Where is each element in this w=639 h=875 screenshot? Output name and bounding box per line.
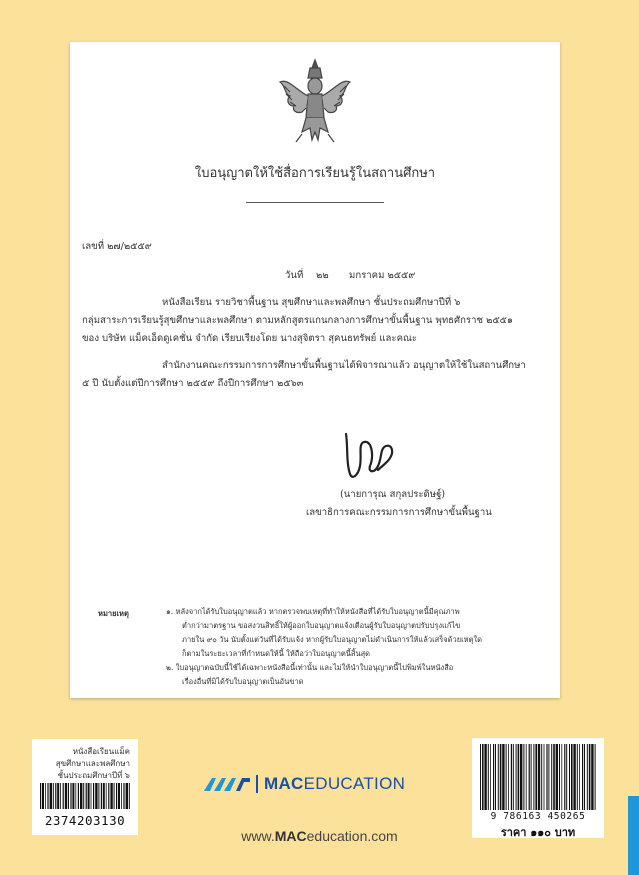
- body-line-2: กลุ่มสาระการเรียนรู้สุขศึกษาและพลศึกษา ตามหลักสูตรแกนกลางการศึกษาขั้นพื้นฐาน พุทธศักราช ๒๕๕๑: [82, 315, 513, 326]
- date-day: ๒๒: [316, 270, 329, 281]
- url-suffix: education.com: [306, 828, 398, 844]
- note-line-6: เรื่องอื่นที่มิได้รับใบอนุญาตเป็นอันขาด: [182, 677, 304, 686]
- sticker-line-1: หนังสือเรียนแม็ค: [72, 747, 130, 756]
- sticker-barcode-icon: [40, 783, 130, 809]
- body-line-1: หนังสือเรียน รายวิชาพื้นฐาน สุขศึกษาและพลศึกษา ชั้นประถมศึกษาปีที่ ๖: [162, 297, 461, 308]
- note-line-4: ก็ตามในระยะเวลาที่กำหนดให้นี้ ให้ถือว่าใบอนุญาตนี้สิ้นสุด: [182, 649, 371, 658]
- body-line-3: ของ บริษัท แม็คเอ็ดดูเคชั่น จำกัด เรียบเรียงโดย นางสุจิตรา สุคนธทรัพย์ และคณะ: [82, 333, 418, 344]
- document-title: ใบอนุญาตให้ใช้สื่อการเรียนรู้ในสถานศึกษา: [194, 166, 436, 181]
- date-label: วันที่: [285, 270, 304, 281]
- approval-line-1: สำนักงานคณะกรรมการการศึกษาขั้นพื้นฐานได้พิจารณาแล้ว อนุญาตให้ใช้ในสถานศึกษา: [162, 360, 526, 371]
- logo-text-bold: MAC: [264, 774, 304, 793]
- barcode-sticker: [32, 739, 138, 835]
- note-line-2: ต่ำกว่ามาตรฐาน ขอสงวนสิทธิ์ให้ผู้ออกใบอนุญาตแจ้งเตือนผู้รับใบอนุญาตปรับปรุงแก้ไข: [182, 621, 461, 630]
- logo-text: [264, 774, 405, 794]
- isbn-number: 9 786163 450265: [490, 811, 586, 822]
- note-line-3: ภายใน ๙๐ วัน นับตั้งแต่วันที่ได้รับแจ้ง หากผู้รับใบอนุญาตไม่ดำเนินการให้แล้วเสร็จด้วยเหตุใด: [182, 635, 483, 644]
- title-underline: [246, 202, 384, 203]
- license-document: [70, 42, 560, 698]
- sticker-line-2: สุขศึกษาและพลศึกษา: [55, 759, 130, 768]
- signer-title: เลขาธิการคณะกรรมการการศึกษาขั้นพื้นฐาน: [306, 507, 492, 518]
- price-label: ราคา ๑๑๐ บาท: [500, 826, 576, 839]
- sticker-code: 2374203130: [44, 813, 126, 828]
- signature: [338, 426, 400, 486]
- note-line-5: ๒. ใบอนุญาตฉบับนี้ใช้ได้เฉพาะหนังสือนี้เท่านั้น และไม่ให้นำใบอนุญาตนี้ไปพิมพ์ในหนังสือ: [166, 663, 454, 672]
- logo-divider: [256, 775, 258, 793]
- note-line-1: ๑. หลังจากได้รับใบอนุญาตแล้ว หากตรวจพบเหตุที่ทำให้หนังสือที่ได้รับใบอนุญาตนี้มีคุณภาพ: [166, 607, 460, 616]
- blue-edge-tab: [628, 796, 639, 875]
- garuda-emblem-icon: [276, 56, 354, 146]
- url-prefix: www.: [241, 828, 275, 844]
- notes-label: หมายเหตุ: [98, 609, 129, 618]
- signer-name: (นายการุณ สกุลประดิษฐ์): [340, 489, 446, 500]
- mac-logo-icon: [202, 775, 252, 793]
- approval-line-2: ๕ ปี นับตั้งแต่ปีการศึกษา ๒๕๕๙ ถึงปีการศึกษา ๒๕๖๓: [82, 378, 304, 389]
- logo-text-rest: EDUCATION: [303, 774, 406, 793]
- sticker-line-3: ชั้นประถมศึกษาปีที่ ๖: [57, 771, 130, 780]
- maceducation-logo: [202, 773, 434, 795]
- document-number: เลขที่ ๒๗/๒๕๕๙: [82, 241, 152, 252]
- date-month-year: มกราคม ๒๕๕๙: [349, 270, 416, 281]
- isbn-barcode-icon: [480, 744, 596, 810]
- isbn-barcode-box: [472, 738, 604, 838]
- url-bold: MAC: [274, 828, 307, 844]
